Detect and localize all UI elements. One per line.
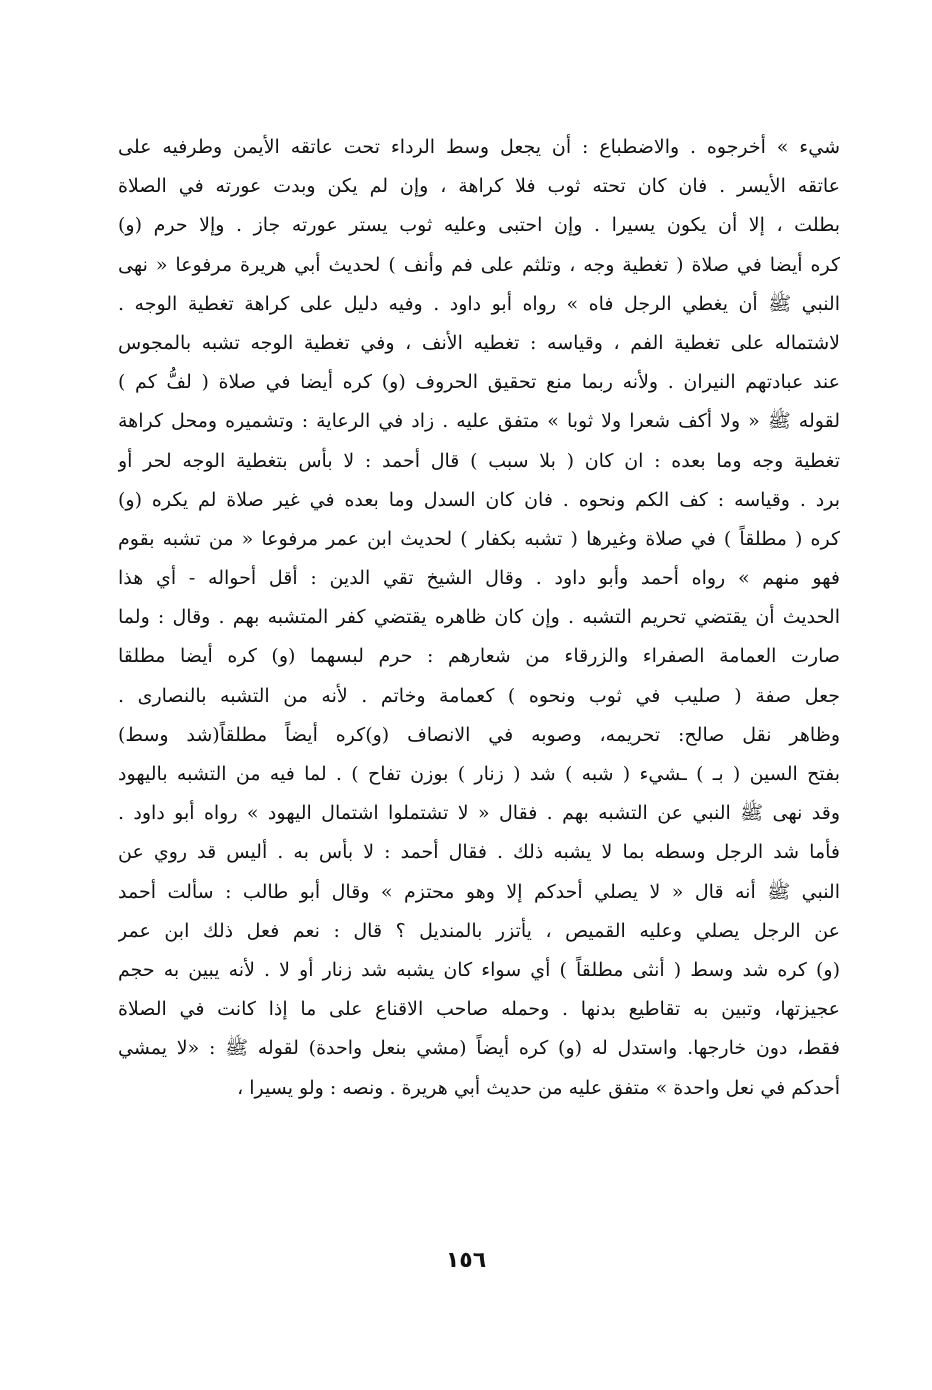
text-line: فقط، دون خارجها. واستدل له (و) كره أيضاً (مشي بنعل واحدة) لقوله ﷺ : «لا يمشي [118, 1037, 840, 1060]
text-line: عجيزتها، وتبين به تقاطيع بدنها . وحمله صاحب الاقناع على ما إذا كانت في الصلاة [118, 998, 840, 1021]
text-line: كره ( مطلقاً ) في صلاة وغيرها ( تشبه بكفار ) لحديث ابن عمر مرفوعا « من تشبه بقوم [118, 527, 840, 550]
text-line: النبي ﷺ أن يغطي الرجل فاه » رواه أبو داود . وفيه دليل على كراهة تغطية الوجه . [118, 292, 840, 315]
text-line: بطلت ، إلا أن يكون يسيرا . وإن احتبى وعليه ثوب يستر عورته جاز . وإلا حرم (و) [118, 214, 840, 237]
text-line: فأما شد الرجل وسطه بما لا يشبه ذلك . فقال أحمد : لا بأس به . أليس قد روي عن [118, 841, 840, 864]
text-line: بفتح السين ( بـ ) ـشيء ( شبه ) شد ( زنار ) بوزن تفاح ) . لما فيه من التشبه باليهود [118, 763, 840, 785]
text-line: النبي ﷺ أنه قال « لا يصلي أحدكم إلا وهو محتزم » وقال أبو طالب : سألت أحمد [118, 880, 840, 903]
text-line: لقوله ﷺ « ولا أكف شعرا ولا ثوبا » متفق عليه . زاد في الرعاية : وتشميره ومحل كراهة [118, 410, 840, 433]
text-line: عن الرجل يصلي وعليه القميص ، يأتزر بالمنديل ؟ قال : نعم فعل ذلك ابن عمر [118, 919, 840, 942]
body-text [118, 128, 840, 1108]
text-line: برد . وقياسه : كف الكم ونحوه . فان كان السدل وما بعده في غير صلاة لم يكره (و) [118, 488, 840, 511]
text-line: تغطية وجه وما بعده : ان كان ( بلا سبب ) قال أحمد : لا بأس بتغطية الوجه لحر أو [118, 449, 840, 472]
text-line: أحدكم في نعل واحدة » متفق عليه من حديث أبي هريرة . ونصه : ولو يسيرا ، [237, 1076, 840, 1099]
text-line: عاتقه الأيسر . فان كان تحته ثوب فلا كراهة ، وإن لم يكن وبدت عورته في الصلاة [118, 175, 840, 198]
text-line: كره أيضا في صلاة ( تغطية وجه ، وتلثم على فم وأنف ) لحديث أبي هريرة مرفوعا « نهى [118, 253, 840, 276]
text-line: جعل صفة ( صليب في ثوب ونحوه ) كعمامة وخاتم . لأنه من التشبه بالنصارى . [118, 684, 840, 707]
page-number: ١٥٦ [445, 1248, 487, 1273]
text-line: شيء » أخرجوه . والاضطباع : أن يجعل وسط الرداء تحت عاتقه الأيمن وطرفيه على [118, 136, 840, 158]
text-line: لاشتماله على تغطية الفم ، وقياسه : تغطيه الأنف ، وفي تغطية الوجه تشبه بالمجوس [118, 331, 840, 354]
text-line: (و) كره شد وسط ( أنثى مطلقاً ) أي سواء كان يشبه شد زنار أو لا . لأنه يبين به حجم [118, 958, 840, 981]
text-line: الحديث أن يقتضي تحريم التشبه . وإن كان ظاهره يقتضي كفر المتشبه بهم . وقال : ولما [118, 606, 840, 629]
text-line: فهو منهم » رواه أحمد وأبو داود . وقال الشيخ تقي الدين : أقل أحواله - أي هذا [118, 567, 840, 590]
text-line: صارت العمامة الصفراء والزرقاء من شعارهم : حرم لبسهما (و) كره أيضا مطلقا [118, 645, 840, 668]
text-line: وظاهر نقل صالح: تحريمه، وصوبه في الانصاف (و)كره أيضاً مطلقاً(شد وسط) [118, 723, 840, 746]
text-line: عند عبادتهم النيران . ولأنه ربما منع تحقيق الحروف (و) كره أيضا في صلاة ( لفُّ كم ) [118, 371, 840, 394]
text-line: وقد نهى ﷺ النبي عن التشبه بهم . فقال « لا تشتملوا اشتمال اليهود » رواه أبو داود . [118, 802, 840, 825]
